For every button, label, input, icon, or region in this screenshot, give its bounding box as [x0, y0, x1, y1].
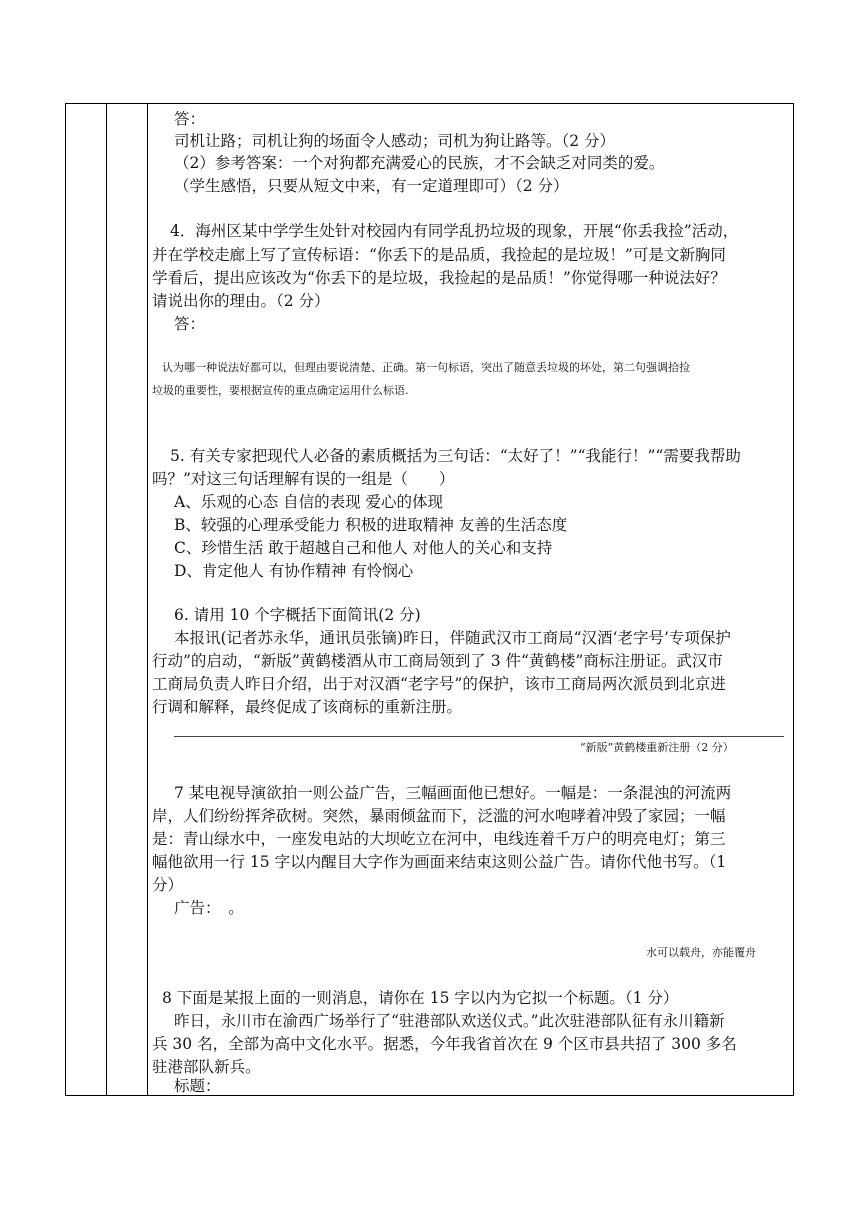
question-6-text: 工商局负责人昨日介绍，出于对汉酒“老字号”的保护，该市工商局两次派员到北京进 — [152, 675, 726, 693]
question-8-text: 驻港部队新兵。 — [152, 1058, 261, 1076]
question-8-text: 昨日，永川市在渝西广场举行了“驻港部队欢送仪式。”此次驻港部队征有永川籍新 — [174, 1012, 725, 1030]
question-7-answer: 水可以载舟，亦能覆舟 — [646, 946, 756, 959]
question-7-text: 7 某电视导演欲拍一则公益广告，三幅画面他已想好。一幅是：一条混浊的河流两 — [174, 784, 732, 802]
option-b: B、较强的心理承受能力 积极的进取精神 友善的生活态度 — [174, 516, 568, 534]
question-7-text: 分） — [152, 876, 184, 894]
question-6-text: 本报讯(记者苏永华，通讯员张镝)昨日，伴随武汉市工商局“汉酒‘老字号’专项保护 — [174, 629, 731, 647]
question-8-text: 8 下面是某报上面的一则消息，请你在 15 字以内为它拟一个标题。（1 分） — [162, 989, 679, 1007]
question-7-text: 是：青山绿水中，一座发电站的大坝屹立在河中，电线连着千万户的明亮电灯；第三 — [152, 830, 726, 848]
question-6-text: 行调和解释，最终促成了该商标的重新注册。 — [152, 698, 463, 716]
question-4-text: 4．海州区某中学学生处针对校园内有同学乱扔垃圾的现象，开展“你丢我捡”活动， — [170, 222, 739, 240]
question-4-text: 请说出你的理由。（2 分） — [152, 292, 330, 310]
question-4-answer: 认为哪一种说法好都可以，但理由要说清楚、正确。第一句标语，突出了随意丢垃圾的坏处，第二句强调拾捡 — [162, 361, 690, 374]
ad-label: 广告： 。 — [174, 899, 244, 917]
option-a: A、乐观的心态 自信的表现 爱心的体现 — [174, 493, 444, 511]
question-8-text: 兵 30 名，全部为高中文化水平。据悉，今年我省首次在 9 个区市县共招了 300 多名 — [152, 1035, 737, 1053]
grading-note: （学生感悟，只要从短文中来，有一定道理即可）（2 分） — [174, 177, 569, 195]
answer-line — [174, 736, 784, 737]
answer-cell — [148, 104, 793, 1095]
answer-label: 答： — [174, 110, 206, 128]
question-4-text: 并在学校走廊上写了宣传标语：“你丢下的是品质，我捡起的是垃圾！”可是文新胸同 — [152, 246, 726, 264]
question-6-answer: “新版”黄鹤楼重新注册（2 分） — [580, 741, 734, 754]
question-4-answer: 垃圾的重要性，要根据宣传的重点确定运用什么标语. — [152, 384, 409, 397]
question-6-text: 行动”的启动，“新版”黄鹤楼酒从市工商局领到了 3 件“黄鹤楼”商标注册证。武汉市 — [152, 652, 723, 670]
question-6-text: 6. 请用 10 个字概括下面简讯(2 分) — [174, 606, 421, 624]
option-d: D、肯定他人 有协作精神 有怜悯心 — [174, 562, 414, 580]
reference-answer: （2）参考答案：一个对狗都充满爱心的民族，才不会缺乏对同类的爱。 — [174, 154, 665, 172]
answer-text: 司机让路；司机让狗的场面令人感动；司机为狗让路等。（2 分） — [174, 132, 616, 150]
option-c: C、珍惜生活 敢于超越自己和他人 对他人的关心和支持 — [174, 539, 553, 557]
question-5-text: 5. 有关专家把现代人必备的素质概括为三句话：“太好了！”“我能行！”“需要我帮助 — [170, 447, 741, 465]
worksheet-table — [65, 103, 794, 1096]
question-4-text: 学看后，提出应该改为“你丢下的是垃圾，我捡起的是品质！”你觉得哪一种说法好？ — [152, 269, 726, 287]
question-5-text: 吗？”对这三句话理解有误的一组是（ ） — [152, 470, 455, 488]
question-7-text: 岸，人们纷纷挥斧砍树。突然，暴雨倾盆而下，泛滥的河水咆哮着冲毁了家园；一幅 — [152, 807, 726, 825]
question-7-text: 幅他欲用一行 15 字以内醒目大字作为画面来结束这则公益广告。请你代他书写。（1 — [152, 853, 727, 871]
title-label: 标题： — [174, 1077, 221, 1095]
column-divider-1 — [106, 104, 107, 1095]
answer-label: 答： — [174, 315, 206, 333]
